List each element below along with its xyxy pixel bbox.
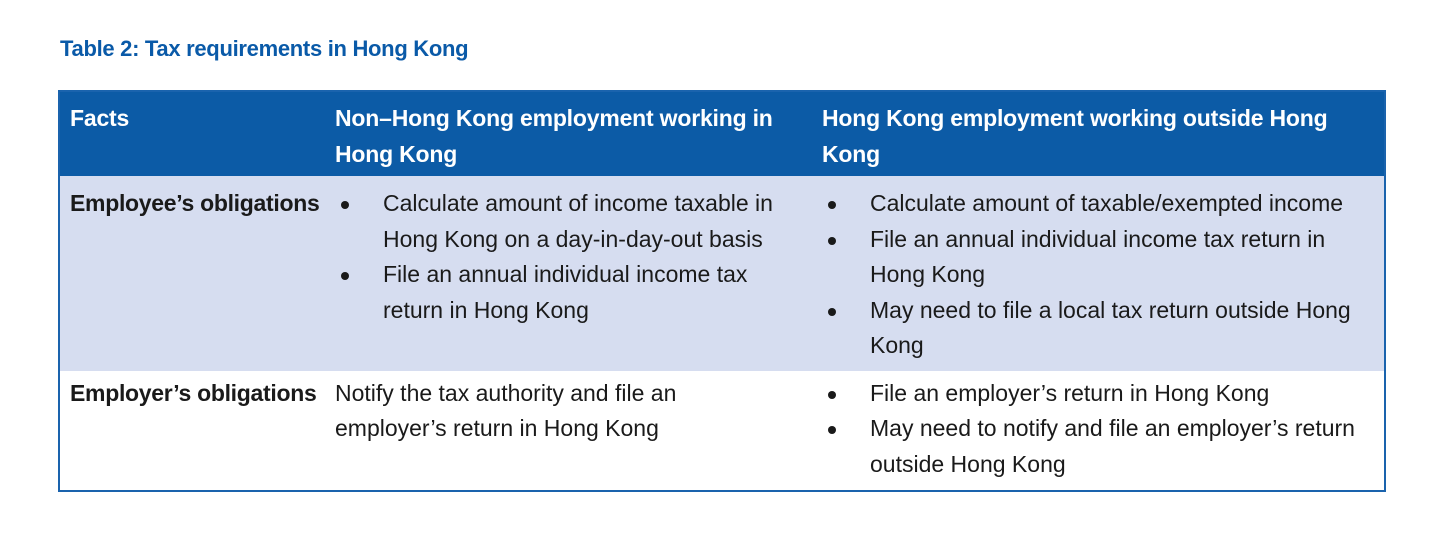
list-item: File an employer’s return in Hong Kong	[822, 376, 1364, 412]
cell-employer-non-hk: Notify the tax authority and file an employer’s return in Hong Kong	[335, 379, 677, 441]
bullet-icon	[828, 201, 836, 209]
cell-employer-hk	[812, 371, 1385, 492]
bullet-icon	[828, 237, 836, 245]
table-row-employer-obligations	[59, 371, 1385, 492]
header-facts: Facts	[70, 105, 130, 131]
list-item: File an annual individual income tax return in Hong Kong	[822, 222, 1364, 293]
bullet-icon	[828, 308, 836, 316]
table-caption: Table 2: Tax requirements in Hong Kong	[60, 36, 469, 61]
list-item: Calculate amount of taxable/exempted income	[822, 186, 1364, 222]
tax-requirements-table	[58, 90, 1386, 492]
list-item: File an annual individual income tax return in Hong Kong	[335, 257, 792, 328]
table-header-row	[59, 91, 1385, 176]
list-item: Calculate amount of income taxable in Hong Kong on a day-in-day-out basis	[335, 186, 792, 257]
header-non-hk-employment: Non–Hong Kong employment working in Hong Kong	[335, 105, 773, 167]
bullet-icon	[828, 391, 836, 399]
table-row-employee-obligations	[59, 176, 1385, 371]
row-label-employer: Employer’s obligations	[70, 379, 317, 406]
row-label-employee: Employee’s obligations	[70, 190, 320, 216]
header-hk-employment: Hong Kong employment working outside Hong Kong	[822, 105, 1328, 167]
cell-employee-non-hk	[325, 176, 812, 371]
bullet-list	[822, 186, 1364, 364]
bullet-icon	[341, 201, 349, 209]
cell-employee-hk	[812, 176, 1385, 371]
list-item: May need to file a local tax return outside Hong Kong	[822, 293, 1364, 364]
list-item: May need to notify and file an employer’s return outside Hong Kong	[822, 411, 1364, 482]
bullet-icon	[341, 272, 349, 280]
bullet-icon	[828, 426, 836, 434]
bullet-list	[335, 186, 792, 328]
bullet-list	[822, 376, 1364, 483]
